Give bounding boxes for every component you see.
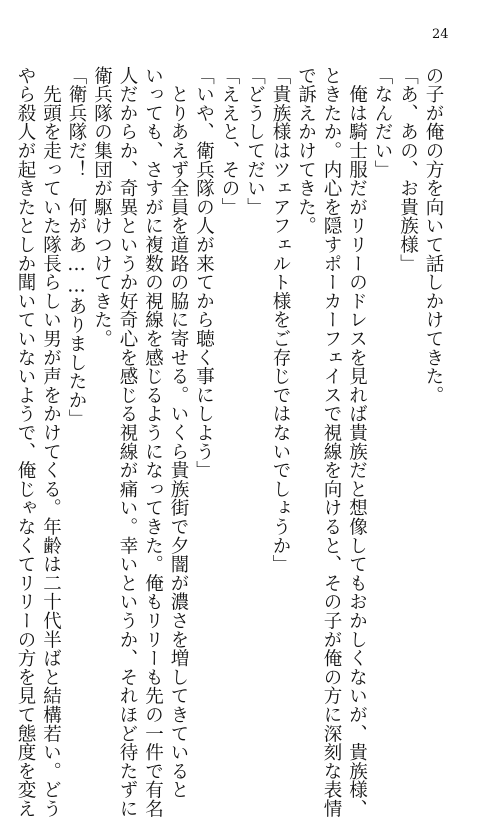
text-line-9: 「ええと、その」 xyxy=(219,66,240,217)
text-line-10: 「いや、衛兵隊の人が来てから聴く事にしよう」 xyxy=(193,66,215,480)
text-line-17: やら殺人が起きたとしか聞いていないようで、俺じゃなくてリリーの方を見て態度を変え xyxy=(15,66,36,818)
text-line-12: いっても、さすがに複数の視線を感じるようになってきた。俺もリリーも先の一件で有名 xyxy=(142,66,164,818)
text-line-1: の子が俺の方を向いて話しかけてきた。 xyxy=(423,66,444,405)
page-number: 24 xyxy=(432,27,449,42)
text-line-3: 「なんだい」 xyxy=(372,66,393,179)
text-line-15: 「衛兵隊だ！ 何があ……ありましたか」 xyxy=(66,66,87,429)
text-line-16: 先頭を走っていた隊長らしい男が声をかけてくる。年齢は二十代半ばと結構若い。どう xyxy=(40,66,62,818)
text-line-5: ときたか。内心を隠すポーカーフェイスで視線を向けると、その子が俺の方に深刻な表情 xyxy=(321,66,342,818)
text-line-7: 「貴族様はツェアフェルト様をご存じではないでしょうか」 xyxy=(270,66,291,574)
text-line-2: 「あ、あの、お貴族様」 xyxy=(397,66,419,273)
novel-text-body xyxy=(15,66,446,818)
text-line-14: 衛兵隊の集団が駆けつけてきた。 xyxy=(91,66,113,348)
text-line-13: 人だからか、奇異というか好奇心を感じる視線が痛い。幸いというか、それほど待たずに xyxy=(117,66,138,818)
text-line-8: 「どうしてだい」 xyxy=(244,66,266,217)
text-line-6: で訴えかけてきた。 xyxy=(295,66,317,236)
text-line-4: 俺は騎士服だがリリーのドレスを見れば貴族だと想像してもおかしくないが、貴族様、 xyxy=(346,66,368,818)
text-line-11: とりあえず全員を道路の脇に寄せる。いくら貴族街で夕闇が濃さを増してきていると xyxy=(168,66,189,800)
